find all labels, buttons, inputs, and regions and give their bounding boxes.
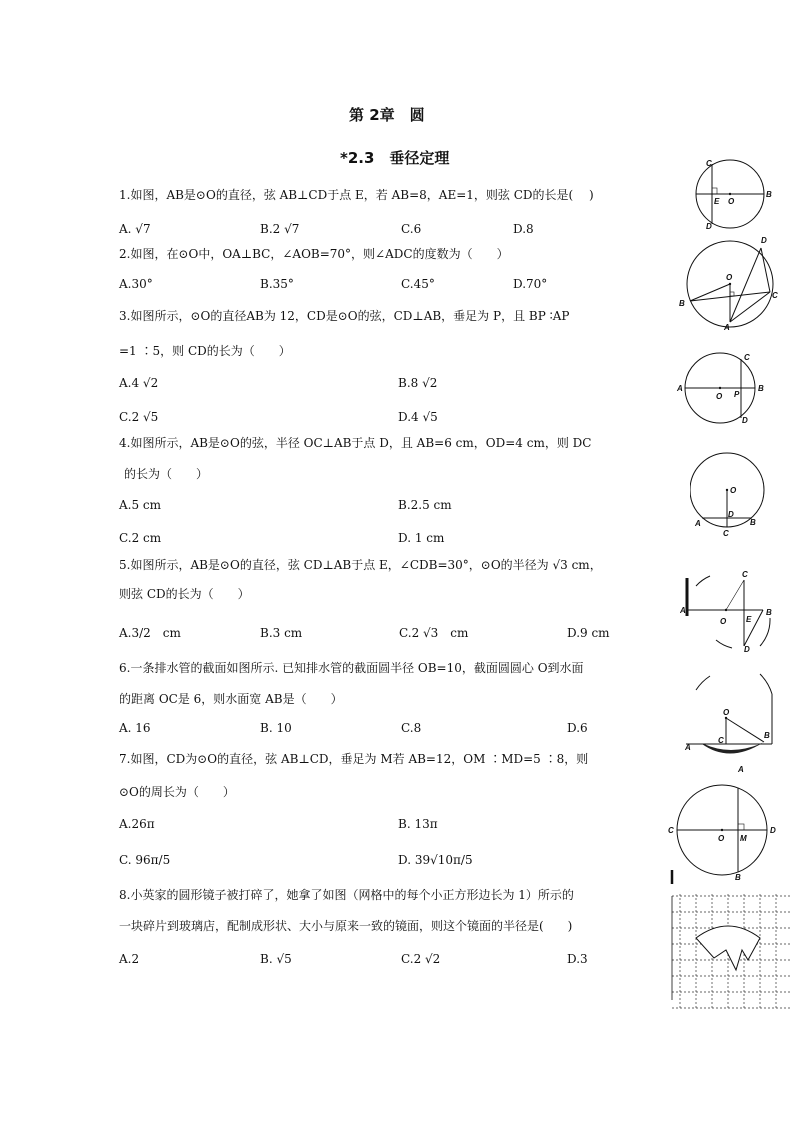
question-2-stem: 2.如图，在⊙O中，OA⊥BC，∠AOB=70°，则∠ADC的度数为（ ） [119, 247, 509, 261]
fig3-label-p: P [734, 390, 740, 399]
fig3-label-c: C [744, 353, 750, 362]
question-6-option-b: B. 10 [260, 721, 292, 735]
question-1-option-c: C.6 [401, 222, 422, 236]
fig2-label-b: B [679, 299, 685, 308]
question-4-option-d: D. 1 cm [398, 531, 445, 545]
fig1-label-c: C [706, 159, 712, 168]
question-1-option-a: A. √7 [119, 222, 151, 236]
question-6-option-c: C.8 [401, 721, 422, 735]
fig5-label-c: C [742, 570, 748, 579]
question-8-option-a: A.2 [119, 952, 140, 966]
question-4-option-b: B.2.5 cm [398, 498, 452, 512]
fig7-label-m: M [740, 834, 747, 843]
fig6-label-a2: A [738, 765, 744, 774]
question-3-option-c: C.2 √5 [119, 410, 159, 424]
figure-7-circle [666, 782, 786, 882]
figure-8-grid [668, 870, 792, 1016]
question-3-option-a: A.4 √2 [119, 376, 159, 390]
fig1-label-b: B [766, 190, 772, 199]
fig4-label-a: A [695, 519, 701, 528]
fig4-label-c: C [723, 529, 729, 538]
question-5-option-a: A.3/2 cm [119, 626, 181, 640]
question-3-option-d: D.4 √5 [398, 410, 438, 424]
fig2-label-a: A [724, 323, 730, 332]
fig7-label-b: B [735, 873, 741, 882]
question-3-stem-line2: =1 ∶5，则 CD的长为（ ） [119, 344, 291, 358]
question-8-stem-line2: 一块碎片到玻璃店，配制成形状、大小与原来一致的镜面，则这个镜面的半径是( ) [119, 919, 573, 933]
fig6-label-b: B [764, 731, 770, 740]
fig1-label-d: D [706, 222, 712, 230]
question-7-stem-line2: ⊙O的周长为（ ） [119, 785, 235, 799]
question-4-stem-line2: 的长为（ ） [124, 467, 209, 481]
question-2-option-a: A.30° [119, 277, 153, 291]
fig4-label-b: B [750, 518, 756, 527]
question-8-option-b: B. √5 [260, 952, 292, 966]
question-4-option-c: C.2 cm [119, 531, 162, 545]
question-8-option-d: D.3 [567, 952, 588, 966]
figure-1-circle [690, 158, 790, 230]
fig2-label-o: O [726, 273, 733, 282]
fig5-label-d: D [744, 645, 750, 654]
question-5-option-b: B.3 cm [260, 626, 303, 640]
question-8-stem: 8.小英家的圆形镜子被打碎了，她拿了如图（网格中的每个小正方形边长为 1）所示的 [119, 888, 574, 902]
question-5-option-c: C.2 √3 cm [399, 626, 469, 640]
question-7-stem: 7.如图，CD为⊙O的直径，弦 AB⊥CD，垂足为 M若 AB=12，OM ∶MD=5 ∶8，则 [119, 752, 589, 766]
fig7-label-d: D [770, 826, 776, 835]
question-4-stem: 4.如图所示，AB是⊙O的弦，半径 OC⊥AB于点 D，且 AB=6 cm，OD=4 cm，则 DC [119, 436, 592, 450]
fig1-label-o: O [728, 197, 735, 206]
chapter-title: 第 2章 圆 [349, 106, 425, 124]
fig5-label-e: E [746, 615, 752, 624]
fig3-label-o: O [716, 392, 723, 401]
fig7-label-c: C [668, 826, 674, 835]
question-6-option-a: A. 16 [119, 721, 151, 735]
question-7-option-d: D. 39√10π/5 [398, 853, 473, 867]
question-2-option-d: D.70° [513, 277, 548, 291]
fig3-label-a: A [677, 384, 683, 393]
question-5-option-d: D.9 cm [567, 626, 610, 640]
question-2-option-b: B.35° [260, 277, 294, 291]
fig2-label-d: D [761, 236, 767, 245]
figure-4-circle [690, 448, 770, 540]
question-1-option-b: B.2 √7 [260, 222, 300, 236]
figure-2-circle [676, 234, 786, 334]
fig6-label-c: C [718, 736, 724, 745]
fig5-label-a: A [680, 606, 686, 615]
section-title: *2.3 垂径定理 [340, 149, 450, 167]
question-8-option-c: C.2 √2 [401, 952, 441, 966]
figure-5-circle [680, 568, 780, 658]
figure-3-circle [674, 348, 774, 428]
question-7-option-a: A.26π [119, 817, 155, 831]
question-5-stem: 5.如图所示，AB是⊙O的直径，弦 CD⊥AB于点 E，∠CDB=30°，⊙O的半径为 √3 cm， [119, 558, 602, 572]
fig4-label-o: O [730, 486, 737, 495]
fig7-label-o: O [718, 834, 725, 843]
question-7-option-b: B. 13π [398, 817, 438, 831]
fig5-label-o: O [720, 617, 727, 626]
figure-6-pipe [680, 666, 780, 778]
fig6-label-o: O [723, 708, 730, 717]
question-3-option-b: B.8 √2 [398, 376, 438, 390]
question-1-stem: 1.如图，AB是⊙O的直径，弦 AB⊥CD于点 E，若 AB=8，AE=1，则弦 CD的长是( ) [119, 188, 594, 202]
fig5-label-b: B [766, 608, 772, 617]
fig1-label-e: E [714, 197, 720, 206]
fig3-label-b: B [758, 384, 764, 393]
question-7-option-c: C. 96π/5 [119, 853, 171, 867]
fig3-label-d: D [742, 416, 748, 425]
question-1-option-d: D.8 [513, 222, 534, 236]
question-6-stem: 6.一条排水管的截面如图所示. 已知排水管的截面圆半径 OB=10，截面圆圆心 O到水面 [119, 661, 584, 675]
fig4-label-d: D [728, 510, 734, 519]
question-2-option-c: C.45° [401, 277, 435, 291]
question-5-stem-line2: 则弦 CD的长为（ ） [119, 587, 250, 601]
fig2-label-c: C [772, 291, 778, 300]
question-6-option-d: D.6 [567, 721, 588, 735]
fig6-label-a: A [685, 743, 691, 752]
question-4-option-a: A.5 cm [119, 498, 162, 512]
question-3-stem: 3.如图所示，⊙O的直径AB为 12，CD是⊙O的弦，CD⊥AB，垂足为 P，且 BP ∶AP [119, 309, 570, 323]
question-6-stem-line2: 的距离 OC是 6，则水面宽 AB是（ ） [119, 692, 343, 706]
